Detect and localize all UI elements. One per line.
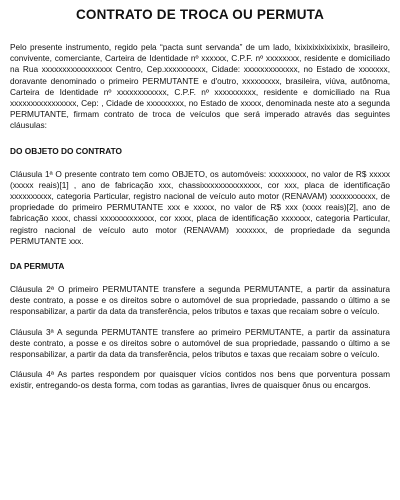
clause-4: Cláusula 4ª As partes respondem por quaisquer vícios contidos nos bens que porventura possam existir, entregando-os desta forma, com todas as garantias, livres de quaisquer ônus ou encargos.: [10, 369, 390, 391]
clause-1: Cláusula 1ª O presente contrato tem como OBJETO, os automóveis: xxxxxxxxx, no valor de R$ xxxxx (xxxxx reais)[1] , ano de fabricação xxx, chassixxxxxxxxxxxxxx, cor xxx, placa de identificação xxxxxxxxxx, categoria Particular, registro nacional de veículo auto motor (RENAVAM) xxxxxxxxxxx, de propriedade do primeiro PERMUTANTE xxx e xxxxx, no valor de R$ xxx (xxxx reais)[2], ano de fabricação xxxx, chassi xxxxxxxxxxxxx, cor xxxx, placa de identificação xxxxxxx, categoria Particular, registro nacional de veículo auto motor (RENAVAM) xxxxxxx, de propriedade da segunda PERMUTANTE xxx.: [10, 168, 390, 246]
section-heading-permuta: DA PERMUTA: [10, 261, 65, 272]
document-title: CONTRATO DE TROCA OU PERMUTA: [75, 7, 325, 22]
intro-paragraph: Pelo presente instrumento, regido pela “pacta sunt servanda” de um lado, lxixixixixixixixix, brasileiro, convivente, comerciante, Carteira de Identidade nº xxxxxx, C.P.F. nº xxxxxxxx, residente e domiciliado na Rua xxxxxxxxxxxxxxxxx Centro, Cep.xxxxxxxxxx, Cidade: xxxxxxxxxxxxx, no Estado de xxxxxxx, doravante denominado o primeiro PERMUTANTE e d'outro, xxxxxxxxx, brasileira, viúva, autônoma, Carteira de Identidade nº xxxxxxxxxxxx, C.P.F. nº xxxxxxxxxx, residente e domiciliado na Rua xxxxxxxxxxxxxxxx, Cep: , Cidade de xxxxxxxxx, no Estado de xxxxx, denominada neste ato a segunda PERMUTANTE, firmam contrato de troca de veículos que será imperado através das seguintes cláusulas:: [10, 42, 390, 131]
section-heading-objeto: DO OBJETO DO CONTRATO: [10, 145, 123, 156]
clause-2: Cláusula 2ª O primeiro PERMUTANTE transfere a segunda PERMUTANTE, a partir da assinatura deste contrato, a posse e os direitos sobre o automóvel de sua propriedade, passando o último a se responsabilizar, a partir da data da transferência, pelos tributos e taxas que recaiam sobre o veículo.: [10, 284, 390, 317]
clause-3: Cláusula 3ª A segunda PERMUTANTE transfere ao primeiro PERMUTANTE, a partir da assinatura deste contrato, a posse e os direitos sobre o automóvel de sua propriedade, passando o último a se responsabilizar, a partir da data da transferência, pelos tributos e taxas que recaiam sobre o veículo.: [10, 326, 390, 360]
